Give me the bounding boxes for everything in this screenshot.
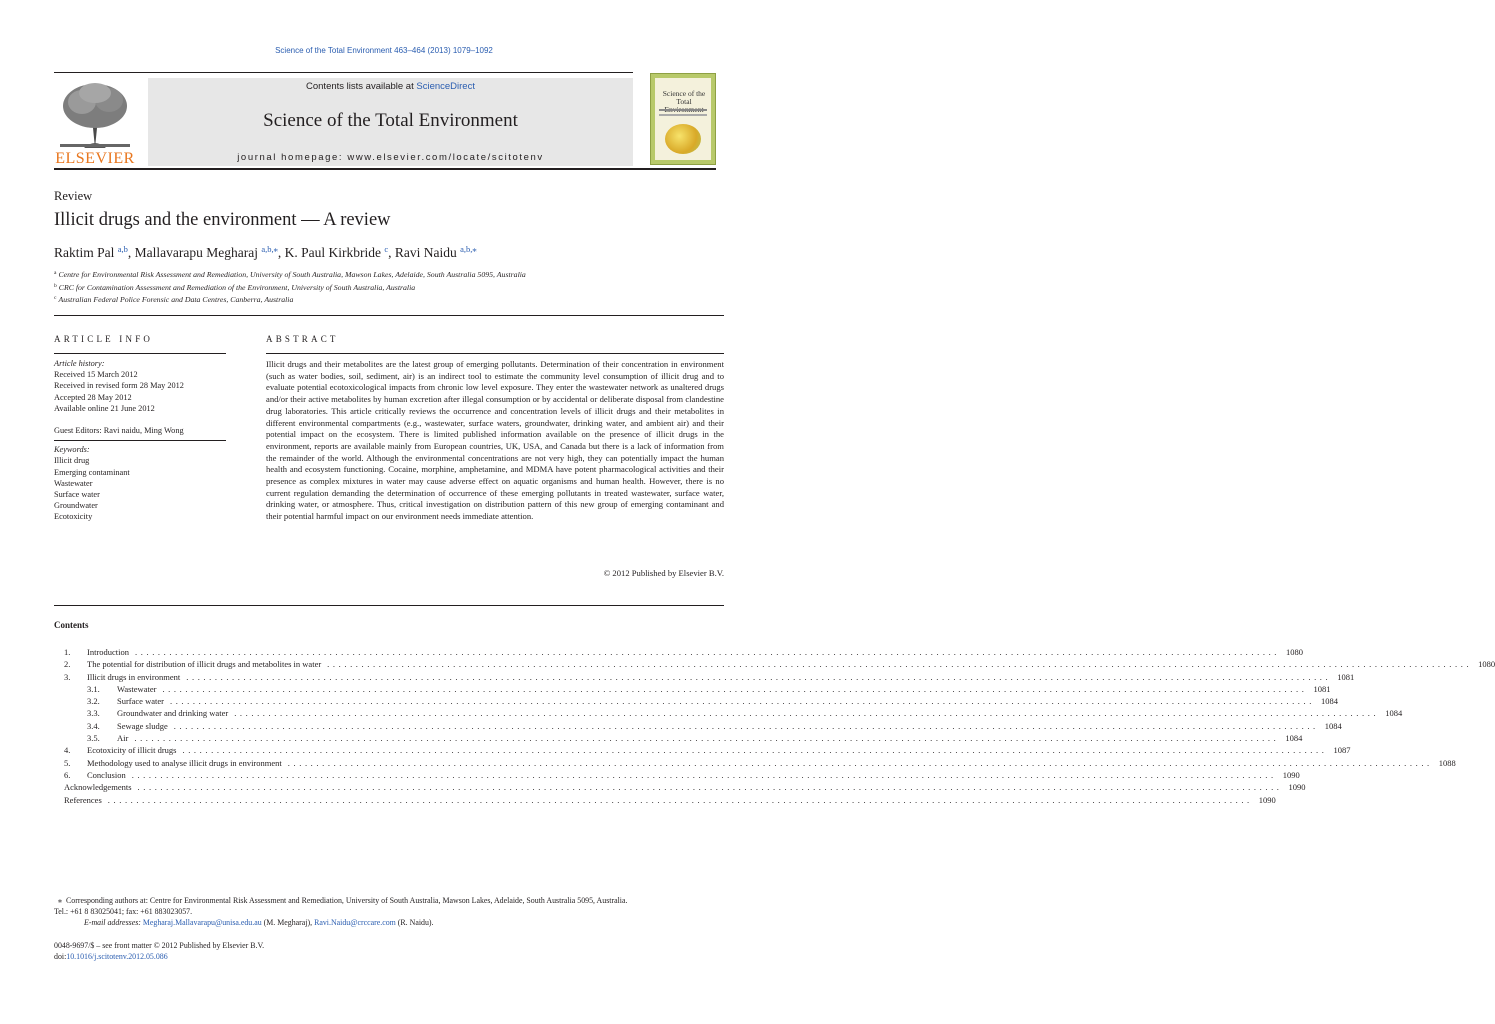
toc-number: 3. xyxy=(64,671,71,682)
author-list xyxy=(54,244,477,261)
abstract-copyright: © 2012 Published by Elsevier B.V. xyxy=(603,568,724,578)
toc-title: Introduction xyxy=(87,647,130,657)
toc-number: 3.3. xyxy=(87,708,100,719)
keywords-label: Keywords: xyxy=(54,445,90,455)
toc-page: 1081 xyxy=(1313,683,1331,694)
history-item: Received in revised form 28 May 2012 xyxy=(54,381,184,391)
email-label: E-mail addresses: xyxy=(84,918,141,928)
article-info-panel xyxy=(54,358,226,523)
author-name: Raktim Pal xyxy=(54,245,115,260)
toc-page: 1088 xyxy=(1438,757,1456,768)
article-title: Illicit drugs and the environment — A review xyxy=(54,210,391,230)
author-affiliation-marks[interactable]: c xyxy=(384,244,389,254)
keywords-rule xyxy=(54,440,226,441)
footnote-corresponding: Corresponding authors at: Centre for Environmental Risk Assessment and Remediation, University of South Australia, Mawson Lakes, Adelaide, South Australia 5095, Australia. xyxy=(65,896,628,905)
corresponding-author-footnote xyxy=(54,895,724,929)
toc-entry[interactable] xyxy=(64,658,1495,670)
toc-subentry[interactable] xyxy=(64,695,1338,707)
toc-page: 1081 xyxy=(1337,671,1355,682)
toc-title: Methodology used to analyse illicit drugs in environment xyxy=(87,757,282,768)
toc-leader: ........................................................................................................................................................................................................ xyxy=(173,720,1319,731)
contents-heading: Contents xyxy=(54,620,89,630)
footnote-emails xyxy=(54,917,724,928)
toc-entry[interactable] xyxy=(64,646,1304,658)
toc-leader: ........................................................................................................................................................................................................ xyxy=(107,794,1253,805)
toc-entry[interactable] xyxy=(64,757,1456,769)
toc-leader: ........................................................................................................................................................................................................ xyxy=(134,733,1280,744)
abstract-bottom-rule xyxy=(54,605,724,606)
toc-title: Groundwater and drinking water xyxy=(117,708,229,719)
cover-rule xyxy=(659,114,707,116)
elsevier-wordmark: ELSEVIER xyxy=(55,150,135,167)
author-separator: , xyxy=(277,245,285,260)
guest-editors: Guest Editors: Ravi naidu, Ming Wong xyxy=(54,426,184,436)
doi-line xyxy=(54,951,264,962)
toc-title: Air xyxy=(117,733,129,744)
author-separator: , xyxy=(127,245,135,260)
toc-entry[interactable] xyxy=(41,794,1276,806)
toc-leader: ........................................................................................................................................................................................................ xyxy=(287,757,1433,768)
article-info-rule xyxy=(54,353,226,354)
toc-number: 2. xyxy=(64,659,71,670)
toc-number: 6. xyxy=(64,769,71,780)
toc-page: 1080 xyxy=(1286,647,1304,657)
toc-title: Sewage sludge xyxy=(117,720,168,731)
doi-link[interactable]: 10.1016/j.scitotenv.2012.05.086 xyxy=(66,952,168,962)
cover-page xyxy=(655,78,711,160)
table-of-contents xyxy=(64,646,1495,806)
toc-number: 3.2. xyxy=(87,696,100,707)
doi-label: doi: xyxy=(54,952,67,962)
toc-entry[interactable] xyxy=(64,769,1300,781)
abstract-heading: ABSTRACT xyxy=(266,334,339,344)
title-block-rule xyxy=(54,315,724,316)
affiliation xyxy=(54,268,526,281)
toc-entry[interactable] xyxy=(41,781,1306,793)
toc-page: 1084 xyxy=(1385,708,1403,719)
toc-page: 1084 xyxy=(1324,720,1342,731)
keyword: Ecotoxicity xyxy=(54,512,93,522)
header-bottom-rule xyxy=(54,168,716,170)
toc-subentry[interactable] xyxy=(64,732,1303,744)
toc-page: 1084 xyxy=(1285,733,1303,744)
toc-title: Ecotoxicity of illicit drugs xyxy=(87,745,177,756)
toc-number: 5. xyxy=(64,757,71,768)
affiliation xyxy=(54,281,526,294)
journal-homepage xyxy=(148,152,633,163)
toc-leader: ........................................................................................................................................................................................................ xyxy=(137,782,1283,793)
toc-page: 1090 xyxy=(1282,769,1300,780)
affiliation-mark: a xyxy=(54,270,57,276)
email-link-naidu[interactable]: Ravi.Naidu@crccare.com xyxy=(314,918,396,928)
toc-number: 3.1. xyxy=(87,683,100,694)
toc-title: Conclusion xyxy=(87,769,126,780)
article-info-heading: ARTICLE INFO xyxy=(54,334,154,344)
abstract-text: Illicit drugs and their metabolites are the latest group of emerging pollutants. Determination of their concentration in environment (such as water bodies, soil, sediment, air) is an indirect tool to estimate the community level consumption of illicit drug and to evaluate potential ecotoxicological impacts from chronic low level exposure. They enter the wastewater network as unaltered drugs and/or their active metabolites by human excretion after illegal consumption or by accidental or deliberate disposal from clandestine drug laboratories. This article critically reviews the occurrence and concentration levels of illicit drugs and their metabolites in different environmental compartments (e.g., wastewater, surface waters, groundwater, drinking water, and ambient air) and their potential impact on the ecosystem. There is limited published information available on the presence of illicit drugs in the environment, reports are available mainly from European countries, UK, USA, and Canada but there is a lack of information from the remainder of the world. Although the environmental concentrations are not very high, they can potentially impact the human health and ecosystem functioning. Cocaine, morphine, amphetamine, and MDMA have potent pharmacological activities and their presence as complex mixtures in water may cause adverse effect on aquatic organisms and human health. However, there is no current regulation demanding the determination of occurrence of these emerging pollutants in treated wastewater, surface water, drinking water, or atmosphere. Thus, critical investigation on distribution pattern of this new group of emerging contaminant and their potential harmful impact on our environment needs immediate attention. xyxy=(266,359,724,522)
toc-number: 3.4. xyxy=(87,720,100,731)
toc-leader: ........................................................................................................................................................................................................ xyxy=(182,745,1328,756)
author-name: Ravi Naidu xyxy=(394,245,457,260)
toc-entry[interactable] xyxy=(64,744,1351,756)
toc-page: 1080 xyxy=(1478,659,1495,670)
keyword: Surface water xyxy=(54,490,100,500)
toc-leader: ........................................................................................................................................................................................................ xyxy=(131,769,1277,780)
homepage-url[interactable]: www.elsevier.com/locate/scitotenv xyxy=(347,152,544,163)
toc-page: 1084 xyxy=(1320,696,1338,707)
email-link-megharaj[interactable]: Megharaj.Mallavarapu@unisa.edu.au xyxy=(142,918,262,928)
article-identifiers xyxy=(54,940,264,962)
contents-prefix: Contents lists available at xyxy=(306,81,417,92)
toc-title: Illicit drugs in environment xyxy=(87,671,181,682)
homepage-label: journal homepage: xyxy=(237,152,348,163)
history-item: Available online 21 June 2012 xyxy=(54,403,155,413)
abstract-rule xyxy=(266,353,724,354)
toc-number: 3.5. xyxy=(87,733,100,744)
journal-citation[interactable]: Science of the Total Environment 463–464 (2013) 1079–1092 xyxy=(275,46,493,55)
toc-page: 1087 xyxy=(1333,745,1351,756)
toc-title: Surface water xyxy=(117,696,164,707)
sciencedirect-link[interactable]: ScienceDirect xyxy=(416,81,475,92)
toc-subentry[interactable] xyxy=(64,683,1331,695)
cover-image xyxy=(665,124,701,154)
author-name: K. Paul Kirkbride xyxy=(284,245,381,260)
affiliation-mark: b xyxy=(54,282,57,289)
footnote-phone: Tel.: +61 8 83025041; fax: +61 883023057. xyxy=(54,907,193,917)
article-type: Review xyxy=(54,189,93,203)
history-item: Accepted 28 May 2012 xyxy=(54,392,132,402)
toc-leader: ........................................................................................................................................................................................................ xyxy=(169,696,1315,707)
header-top-rule xyxy=(54,72,633,73)
author-affiliation-marks[interactable]: a,b,⁎ xyxy=(460,244,477,254)
author-affiliation-marks[interactable]: a,b xyxy=(117,244,128,254)
footnote-address xyxy=(54,895,724,906)
toc-title: References xyxy=(64,794,102,805)
author-affiliation-marks[interactable]: a,b,⁎ xyxy=(261,244,278,254)
email-owner: (M. Megharaj), xyxy=(261,918,315,928)
toc-page: 1090 xyxy=(1258,794,1276,805)
toc-title: Wastewater xyxy=(117,683,157,694)
affiliation-mark: c xyxy=(54,295,57,301)
affiliation xyxy=(54,293,526,306)
cover-rule xyxy=(659,109,707,111)
toc-leader: ........................................................................................................................................................................................................ xyxy=(186,671,1332,682)
journal-name: Science of the Total Environment xyxy=(263,110,518,131)
toc-entry[interactable] xyxy=(64,671,1355,683)
toc-leader: ........................................................................................................................................................................................................ xyxy=(327,659,1473,670)
history-label: Article history: xyxy=(54,359,105,368)
author-name: Mallavarapu Megharaj xyxy=(134,245,258,260)
toc-title: Acknowledgements xyxy=(64,782,132,793)
toc-page: 1090 xyxy=(1288,782,1306,793)
cover-title: Science of the Total Environment xyxy=(662,89,706,114)
keyword: Groundwater xyxy=(54,501,98,511)
toc-leader: ........................................................................................................................................................................................................ xyxy=(135,647,1281,657)
journal-cover-thumbnail xyxy=(650,73,716,165)
toc-leader: ........................................................................................................................................................................................................ xyxy=(234,708,1380,719)
keyword: Wastewater xyxy=(54,478,93,488)
contents-availability xyxy=(148,81,633,92)
history-item: Received 15 March 2012 xyxy=(54,370,138,380)
footnote-star: ⁎ xyxy=(58,896,62,905)
author-separator: , xyxy=(388,245,395,260)
toc-title: The potential for distribution of illicit drugs and metabolites in water xyxy=(87,659,322,670)
email-owner: (R. Naidu). xyxy=(395,918,434,928)
toc-subentry[interactable] xyxy=(64,707,1403,719)
toc-number: 1. xyxy=(64,647,71,657)
affiliation-text: CRC for Contamination Assessment and Remediation of the Environment, University of South Australia, Australia xyxy=(58,282,416,292)
affiliation-text: Centre for Environmental Risk Assessment and Remediation, University of South Australia, Mawson Lakes, Adelaide, South Australia 5095, Australia xyxy=(58,270,526,279)
toc-leader: ........................................................................................................................................................................................................ xyxy=(162,683,1308,694)
affiliation-text: Australian Federal Police Forensic and Data Centres, Canberra, Australia xyxy=(58,295,294,304)
journal-masthead xyxy=(148,78,633,166)
toc-subentry[interactable] xyxy=(64,720,1342,732)
affiliation-list xyxy=(54,268,526,306)
toc-number: 4. xyxy=(64,745,71,756)
issn-line: 0048-9697/$ – see front matter © 2012 Published by Elsevier B.V. xyxy=(54,941,265,950)
keyword: Illicit drug xyxy=(54,456,90,466)
keyword: Emerging contaminant xyxy=(54,467,130,477)
